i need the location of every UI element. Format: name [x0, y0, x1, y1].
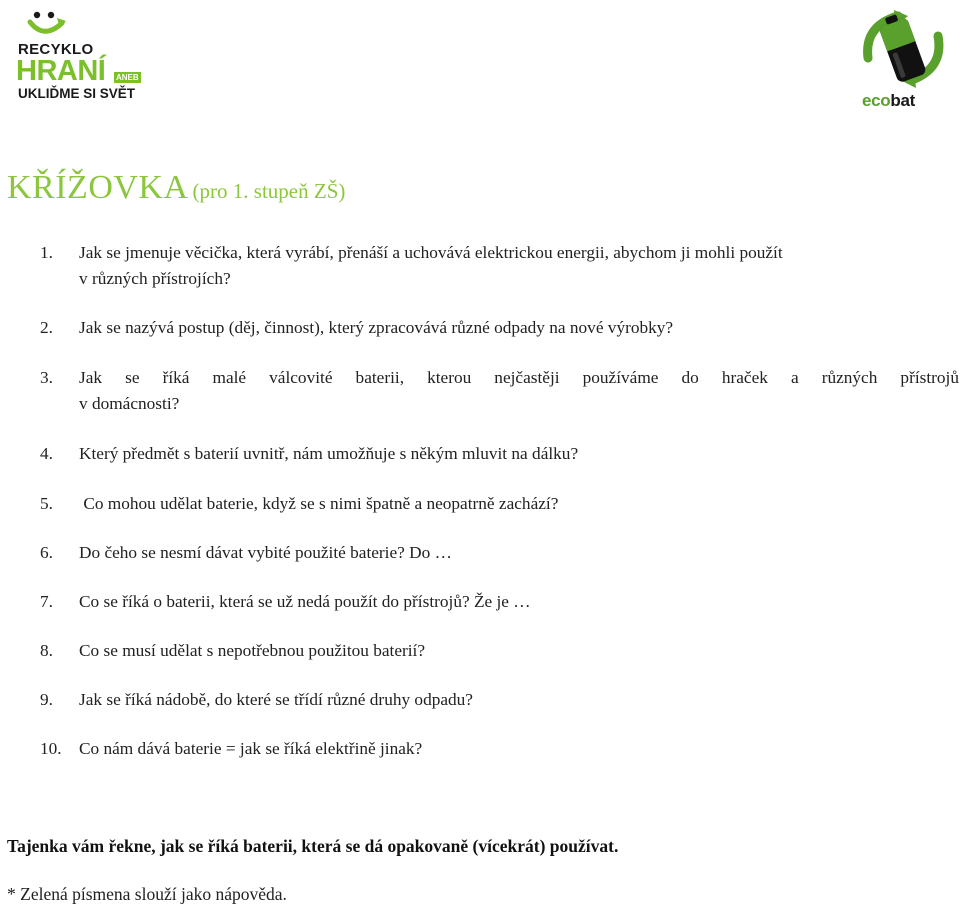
- smile-recycle-icon: [24, 6, 74, 42]
- ecobat-logo: [858, 6, 948, 112]
- question-number: 9.: [40, 690, 53, 709]
- question-text: Který předmět s baterií uvnitř, nám umožňuje s někým mluvit na dálku?: [79, 444, 579, 463]
- question-number: 2.: [40, 318, 53, 337]
- recykloharani-logo: [14, 6, 154, 104]
- question-text: Co nám dává baterie = jak se říká elektřině jinak?: [79, 739, 423, 758]
- question-text: Co se musí udělat s nepotřebnou použitou baterií?: [79, 641, 426, 660]
- question-text: Co mohou udělat baterie, když se s nimi špatně a neopatrně zachází?: [79, 494, 559, 513]
- question-number: 3.: [40, 368, 53, 387]
- ecobat-eco: eco: [862, 91, 891, 110]
- ecobat-bat: bat: [890, 91, 916, 110]
- logo-line-hrani: HRANÍ: [16, 55, 106, 87]
- question-number: 8.: [40, 641, 53, 660]
- question-text: Do čeho se nesmí dávat vybité použité baterie? Do …: [79, 543, 452, 562]
- question-number: 4.: [40, 444, 53, 463]
- battery-recycle-icon: [858, 6, 948, 92]
- question-text: Jak se říká malé válcovité baterii, kterou nejčastěji používáme do hraček a různých přístrojů: [79, 368, 959, 387]
- question-text-continued: v různých přístrojích?: [79, 269, 231, 288]
- question-number: 10.: [40, 739, 62, 758]
- ecobat-wordmark: [862, 92, 915, 110]
- title-main: KŘÍŽOVKA: [7, 169, 189, 206]
- logo-aneb-badge: ANEB: [116, 73, 139, 82]
- question-text: Jak se jmenuje věcička, která vyrábí, přenáší a uchovává elektrickou energii, abychom ji mohli použít: [79, 243, 783, 262]
- logo-line-recyklo: RECYKLO: [18, 41, 94, 58]
- question-text: Co se říká o baterii, která se už nedá použít do přístrojů? Že je …: [79, 592, 531, 611]
- hint-note: * Zelená písmena slouží jako nápověda.: [7, 884, 287, 904]
- question-number: 5.: [40, 494, 53, 513]
- page-title: [7, 166, 345, 216]
- question-text: Jak se nazývá postup (děj, činnost), který zpracovává různé odpady na nové výrobky?: [79, 318, 674, 337]
- title-sub: (pro 1. stupeň ZŠ): [192, 179, 346, 203]
- question-number: 6.: [40, 543, 53, 562]
- question-text: Jak se říká nádobě, do které se třídí různé druhy odpadu?: [79, 690, 473, 709]
- tajenka-instruction: Tajenka vám řekne, jak se říká baterii, která se dá opakovaně (vícekrát) používat.: [7, 836, 619, 856]
- question-text-continued: v domácnosti?: [79, 394, 180, 413]
- question-number: 1.: [40, 243, 53, 262]
- logo-line-uklidme: UKLIĎME SI SVĚT: [18, 86, 136, 101]
- question-number: 7.: [40, 592, 53, 611]
